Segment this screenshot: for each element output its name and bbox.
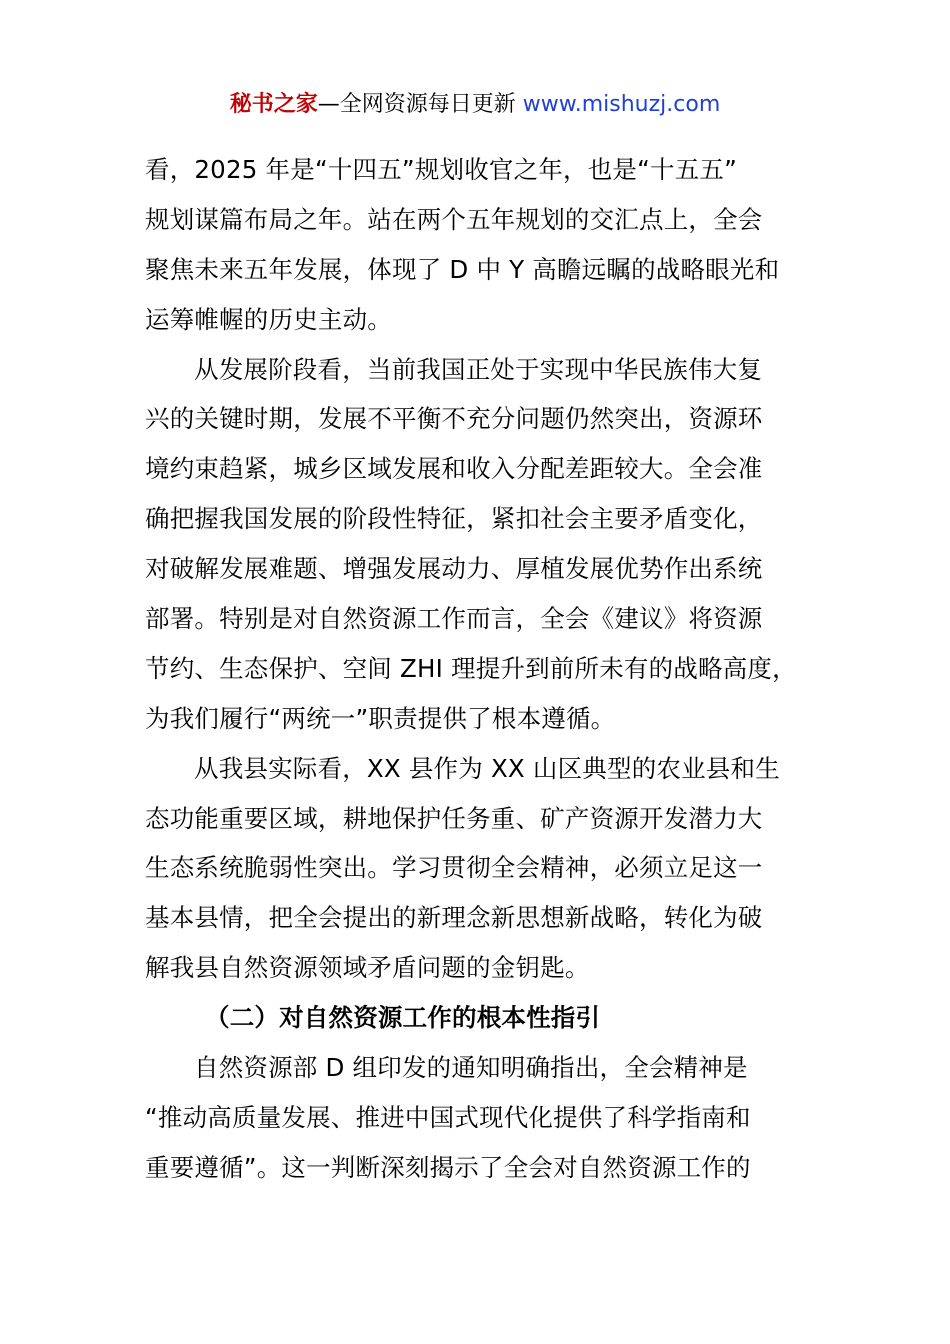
text-line: 部署。特别是对自然资源工作而言，全会《建议》将资源 — [145, 604, 763, 634]
text-line: 重要遵循”。这一判断深刻揭示了全会对自然资源工作的 — [145, 1152, 751, 1182]
text-line: 为我们履行“两统一”职责提供了根本遵循。 — [145, 703, 616, 733]
text-line: 生态系统脆弱性突出。学习贯彻全会精神，必须立足这一 — [145, 853, 763, 883]
text-line: “推动高质量发展、推进中国式现代化提供了科学指南和 — [145, 1102, 751, 1132]
site-tagline: —全网资源每日更新 — [317, 92, 516, 117]
text-line: 境约束趋紧，城乡区域发展和收入分配差距较大。全会准 — [145, 454, 763, 484]
section-heading: （二）对自然资源工作的根本性指引 — [205, 1003, 601, 1033]
text-line: 看，2025 年是“十四五”规划收官之年，也是“十五五” — [145, 155, 738, 184]
site-brand: 秘书之家 — [229, 92, 318, 117]
paragraph-start-line: 从发展阶段看，当前我国正处于实现中华民族伟大复 — [194, 354, 763, 384]
text-line: 态功能重要区域，耕地保护任务重、矿产资源开发潜力大 — [145, 803, 763, 833]
site-header — [0, 88, 950, 122]
text-line: 规划谋篇布局之年。站在两个五年规划的交汇点上，全会 — [145, 204, 763, 234]
text-line: 兴的关键时期，发展不平衡不充分问题仍然突出，资源环 — [145, 404, 763, 434]
text-line: 确把握我国发展的阶段性特征，紧扣社会主要矛盾变化， — [145, 504, 763, 534]
text-line: 对破解发展难题、增强发展动力、厚植发展优势作出系统 — [145, 554, 763, 584]
text-line: 运筹帷幄的历史主动。 — [145, 304, 392, 334]
paragraph-start-line: 从我县实际看，XX 县作为 XX 山区典型的农业县和生 — [194, 753, 780, 783]
document-body — [145, 145, 845, 1193]
paragraph-start-line: 自然资源部 D 组印发的通知明确指出，全会精神是 — [194, 1053, 748, 1083]
text-line: 聚焦未来五年发展，体现了 D 中 Y 高瞻远瞩的战略眼光和 — [145, 254, 780, 284]
text-line: 节约、生态保护、空间 ZHI 理提升到前所未有的战略高度， — [145, 653, 797, 683]
site-url-link[interactable]: www.mishuzj.com — [522, 92, 721, 117]
text-line: 解我县自然资源领域矛盾问题的金钥匙。 — [145, 953, 590, 983]
text-line: 基本县情，把全会提出的新理念新思想新战略，转化为破 — [145, 903, 763, 933]
